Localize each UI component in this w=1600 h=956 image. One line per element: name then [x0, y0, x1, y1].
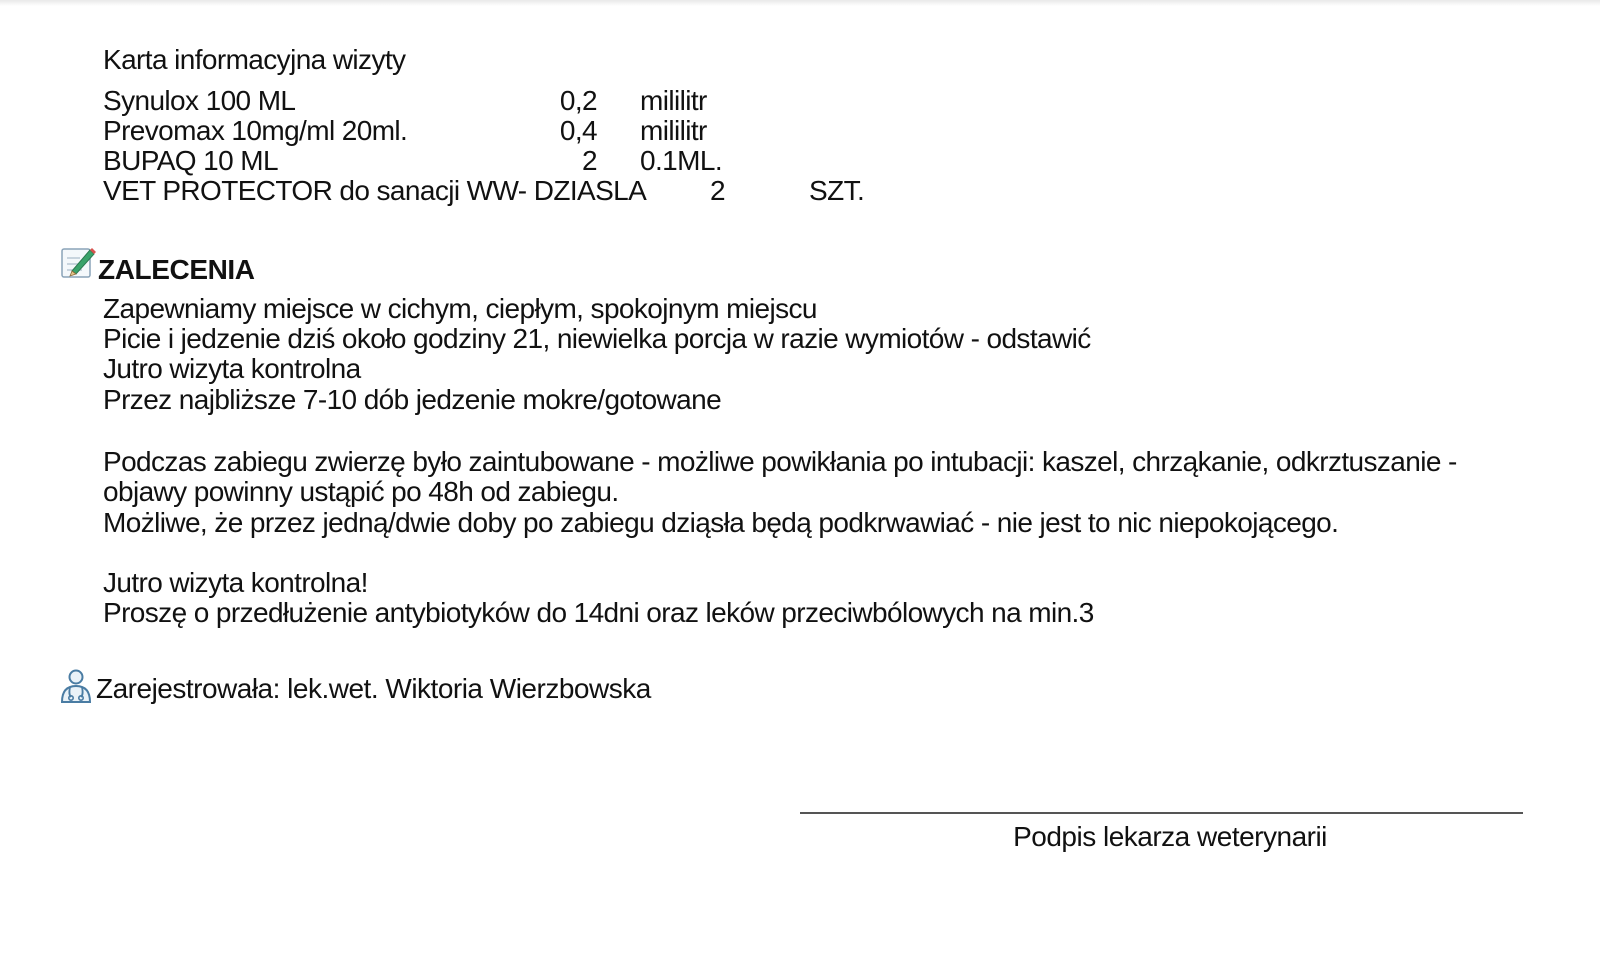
- medication-quantity: 2: [710, 175, 725, 206]
- recommendation-line: Jutro wizyta kontrolna: [103, 353, 361, 384]
- medication-unit: mililitr: [640, 115, 707, 146]
- medication-unit: 0.1ML.: [640, 145, 722, 176]
- signature-label: Podpis lekarza weterynarii: [1013, 821, 1327, 852]
- document-title: Karta informacyjna wizyty: [103, 44, 406, 75]
- medication-name: BUPAQ 10 ML: [103, 145, 278, 176]
- recommendation-line: Jutro wizyta kontrolna!: [103, 567, 368, 598]
- medication-row: [103, 86, 1003, 116]
- recommendation-line: Picie i jedzenie dziś około godziny 21, niewielka porcja w razie wymiotów - odstawić: [103, 323, 1091, 354]
- medication-name: Prevomax 10mg/ml 20ml.: [103, 115, 408, 146]
- medication-quantity: 0,4: [559, 115, 597, 146]
- recommendations-heading: ZALECENIA: [98, 254, 255, 285]
- recommendation-line: Możliwe, że przez jedną/dwie doby po zabiegu dziąsła będą podkrwawiać - nie jest to nic niepokojącego.: [103, 507, 1339, 538]
- doctor-icon: [58, 668, 94, 704]
- medication-quantity: 2: [582, 145, 597, 176]
- medication-name: Synulox 100 ML: [103, 85, 296, 116]
- medication-row: [103, 146, 1003, 176]
- recommendation-line: Zapewniamy miejsce w cichym, ciepłym, spokojnym miejscu: [103, 293, 817, 324]
- recommendation-line: Podczas zabiegu zwierzę było zaintubowane - możliwe powikłania po intubacji: kaszel, chrząkanie, odkrztuszanie -: [103, 446, 1457, 477]
- medication-row: [103, 176, 1003, 206]
- recommendation-line: objawy powinny ustąpić po 48h od zabiegu.: [103, 476, 619, 507]
- medication-quantity: 0,2: [559, 85, 597, 116]
- medication-unit: mililitr: [640, 85, 707, 116]
- medication-unit: SZT.: [809, 175, 865, 206]
- medication-name: VET PROTECTOR do sanacji WW- DZIASLA: [103, 175, 647, 206]
- medication-row: [103, 116, 1003, 146]
- recommendation-line: Proszę o przedłużenie antybiotyków do 14dni oraz leków przeciwbólowych na min.3: [103, 597, 1094, 628]
- registered-by-text: Zarejestrowała: lek.wet. Wiktoria Wierzbowska: [96, 673, 651, 704]
- signature-line: [800, 812, 1523, 814]
- edit-note-icon: [60, 246, 96, 280]
- recommendation-line: Przez najbliższe 7-10 dób jedzenie mokre/gotowane: [103, 384, 722, 415]
